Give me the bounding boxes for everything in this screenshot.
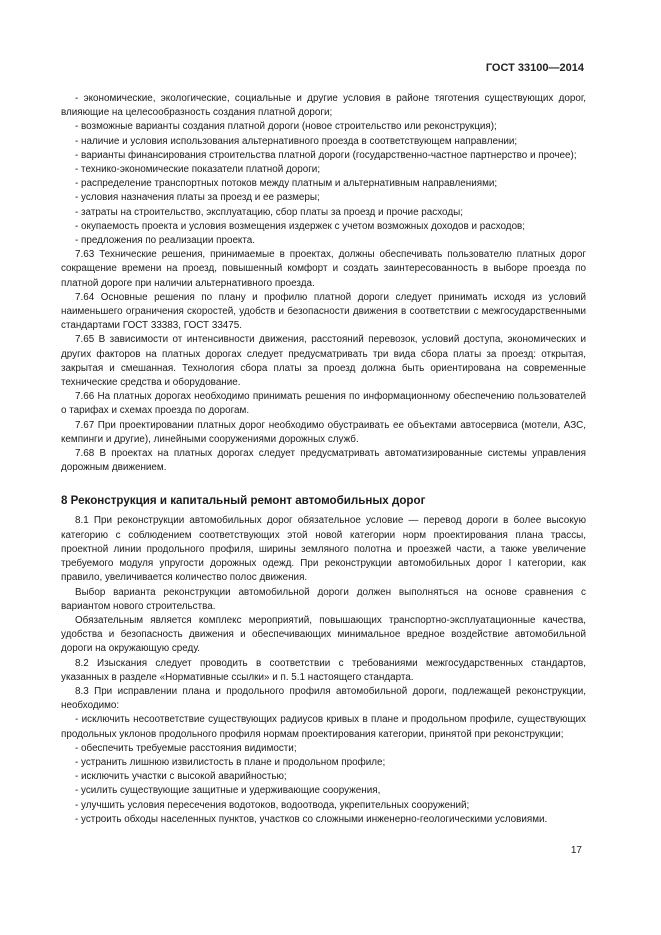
- paragraph: Выбор варианта реконструкции автомобильной дороги должен выполняться на основе сравнения с вариантом нового строительства.: [61, 586, 586, 612]
- paragraph: - возможные варианты создания платной дороги (новое строительство или реконструкция);: [75, 121, 497, 133]
- page-number: 17: [570, 845, 582, 856]
- paragraph: 8.1 При реконструкции автомобильных дорог обязательное условие — перевод дороги в более высокую категорию с соблюдением соответствующих этой новой категории норм проектирования плана трассы, проектной линии продольного профиля, ширины земляного полотна и проезжей части, а также увеличение требуемого модуля упругости дорожных одежд. При реконструкции автомобильных дорог I категории, как правило, увеличивается количество полос движения.: [61, 515, 586, 584]
- paragraph: - исключить несоответствие существующих радиусов кривых в плане и продольном профиле, существующих продольных уклонов продольного профиля нормам проектирования категории, принятой при реконструкции;: [61, 714, 586, 740]
- paragraph: 7.67 При проектировании платных дорог необходимо обустраивать ее объектами автосервиса (мотели, АЗС, кемпинги и другие), линейными сооружениями дорожных служб.: [61, 419, 586, 445]
- paragraph: - усилить существующие защитные и удерживающие сооружения,: [75, 785, 381, 797]
- paragraph: - окупаемость проекта и условия возмещения издержек с учетом возможных доходов и расходов;: [75, 220, 526, 232]
- paragraph: - исключить участки с высокой аварийностью;: [75, 771, 287, 783]
- page-header: ГОСТ 33100—2014: [485, 62, 584, 74]
- paragraph: 8.3 При исправлении плана и продольного профиля автомобильной дороги, подлежащей реконструкции, необходимо:: [61, 685, 586, 712]
- paragraph: - экономические, экологические, социальные и другие условия в районе тяготения существующих дорог, влияющие на целесообразность создания платной дороги;: [61, 93, 586, 119]
- paragraph: - наличие и условия использования альтернативного проезда в соответствующем направлении;: [75, 135, 518, 147]
- paragraph: - предложения по реализации проекта.: [75, 235, 256, 247]
- paragraph: - варианты финансирования строительства платной дороги (государственно-частное партнерство и прочее);: [75, 149, 577, 161]
- document-body: [61, 92, 586, 827]
- paragraph: - устроить обходы населенных пунктов, участков со сложными инженерно-геологическими условиями.: [75, 813, 548, 825]
- section-heading: 8 Реконструкция и капитальный ремонт автомобильных дорог: [61, 494, 426, 508]
- paragraph: 7.68 В проектах на платных дорогах следует предусматривать автоматизированные системы управления дорожным движением.: [61, 448, 586, 474]
- paragraph: - устранить лишнюю извилистость в плане и продольном профиле;: [75, 756, 386, 768]
- paragraph: 8.2 Изыскания следует проводить в соответствии с требованиями межгосударственных стандартов, указанных в разделе «Нормативные ссылки» и п. 5.1 настоящего стандарта.: [61, 657, 586, 683]
- paragraph: - улучшить условия пересечения водотоков, водоотвода, укрепительных сооружений;: [75, 799, 470, 811]
- paragraph: 7.63 Технические решения, принимаемые в проектах, должны обеспечивать пользователю платных дорог сокращение времени на проезд, повышенный комфорт и создать заинтересованность в выборе проезда по платной дороге при наличии альтернативного проезда.: [61, 249, 586, 289]
- paragraph: - обеспечить требуемые расстояния видимости;: [75, 742, 297, 754]
- paragraph: - распределение транспортных потоков между платным и альтернативным направлениями;: [75, 178, 498, 190]
- paragraph: Обязательным является комплекс мероприятий, повышающих транспортно-эксплуатационные качества, удобства и безопасность движения и обеспечивающих минимальное вредное воздействие автомобильной дороги на окружающую среду.: [61, 614, 586, 655]
- paragraph: 7.64 Основные решения по плану и профилю платной дороги следует принимать исходя из условий наименьшего ограничения скоростей, удобств и безопасности движения в соответствии с межгосударственными стандартами ГОСТ 33383, ГОСТ 33475.: [61, 291, 586, 332]
- paragraph: 7.65 В зависимости от интенсивности движения, расстояний перевозок, условий доступа, экономических и других факторов на платных дорогах следует предусматривать три вида сбора платы за проезд: открытая, закрытая и смешанная. Технология сбора платы за проезд должна быть ориентирована на современные технические средства и оборудование.: [61, 334, 586, 389]
- paragraph: 7.66 На платных дорогах необходимо принимать решения по информационному обеспечению пользователей о тарифах и схемах проезда по дорогам.: [61, 391, 586, 417]
- paragraph: - технико-экономические показатели платной дороги;: [75, 164, 321, 176]
- paragraph: - условия назначения платы за проезд и ее размеры;: [75, 192, 320, 204]
- paragraph: - затраты на строительство, эксплуатацию, сбор платы за проезд и прочие расходы;: [75, 206, 463, 218]
